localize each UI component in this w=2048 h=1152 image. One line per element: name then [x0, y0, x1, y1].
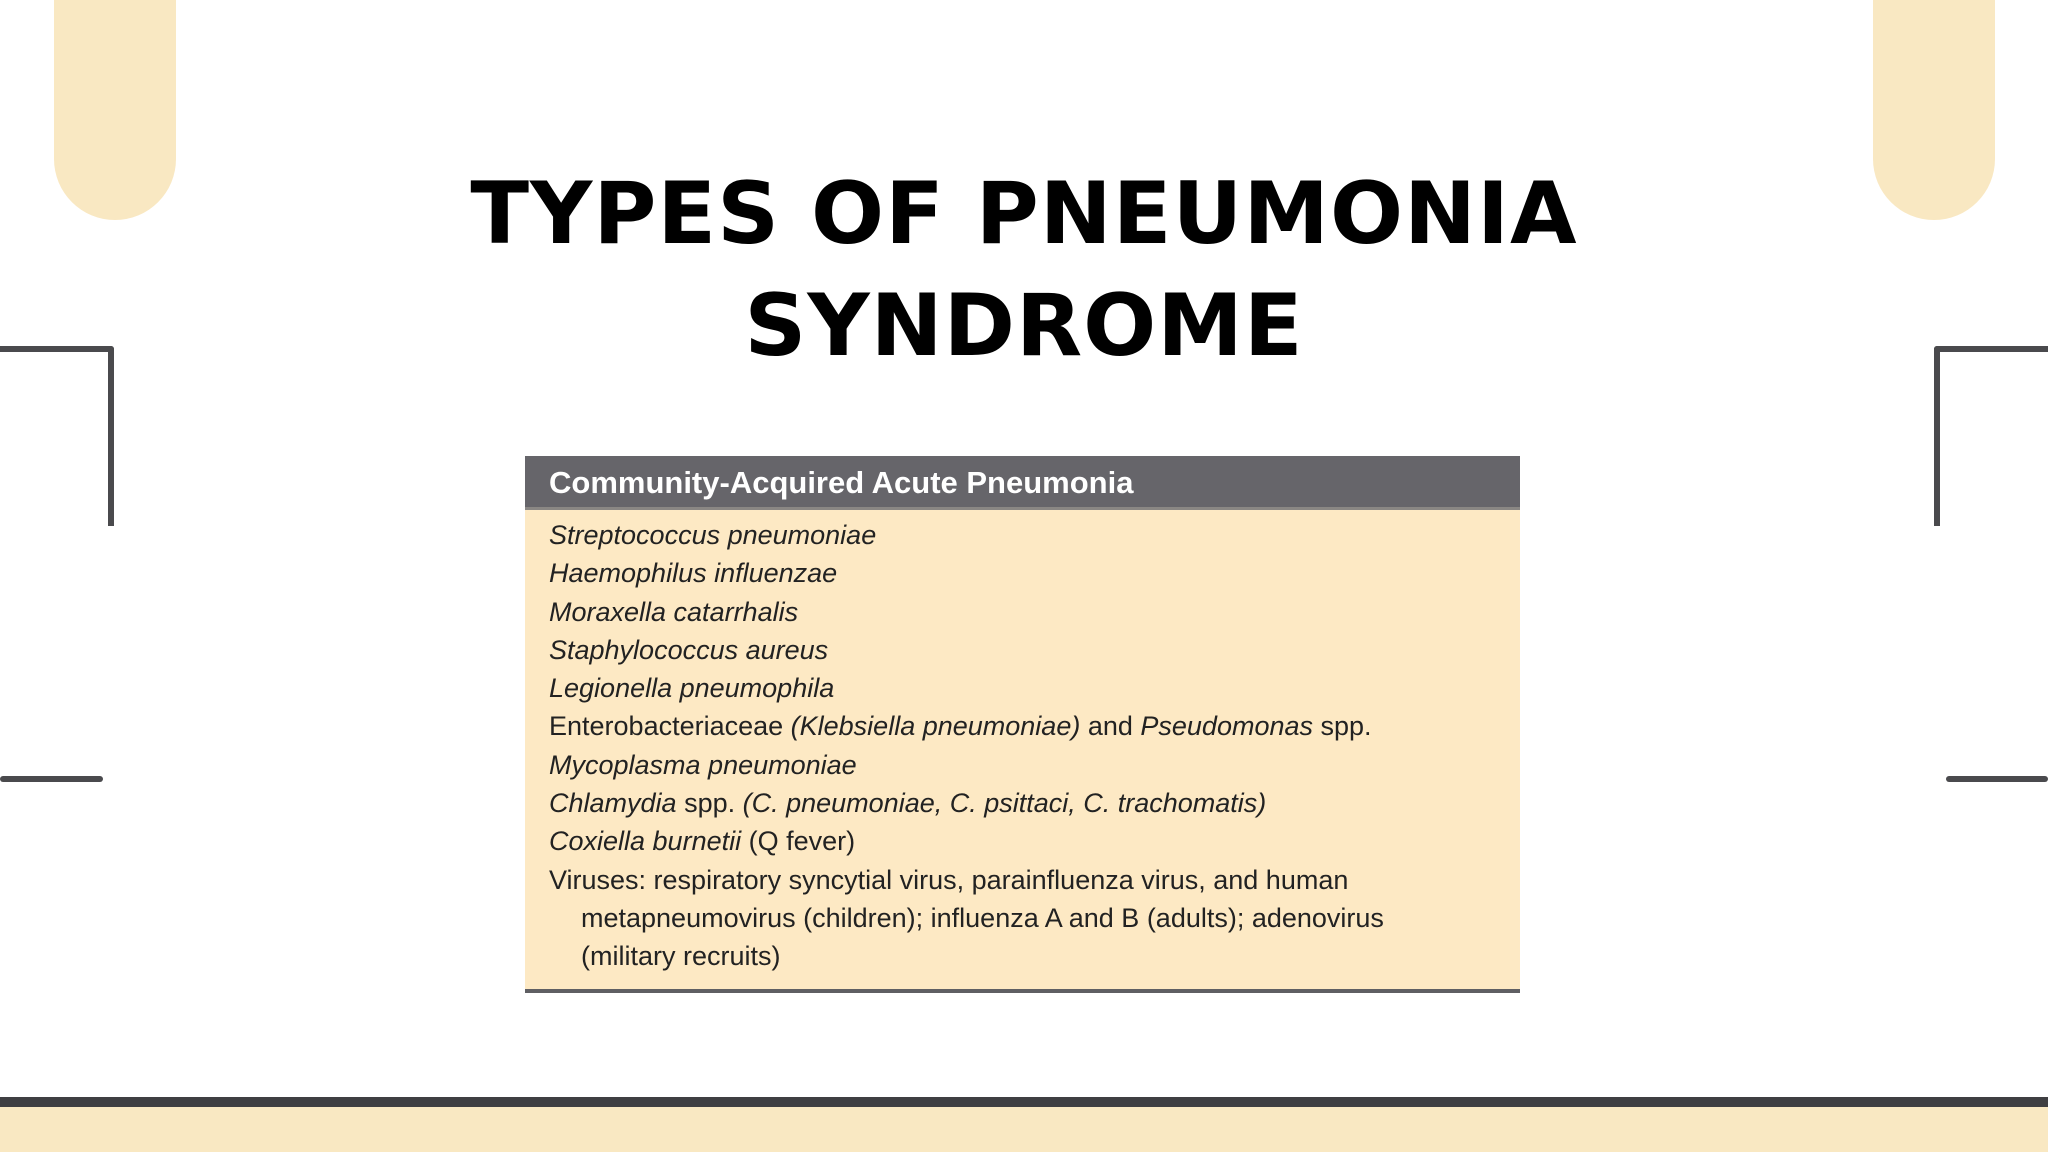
- row-text-italic: Coxiella burnetii: [549, 826, 742, 857]
- table-body: [525, 510, 1520, 976]
- decorative-dash-left: [0, 776, 103, 782]
- row-line-continued: (military recruits): [581, 941, 781, 972]
- table-row: [549, 707, 1520, 745]
- table-row: Mycoplasma pneumoniae: [549, 749, 857, 780]
- table-row: Legionella pneumophila: [549, 673, 835, 704]
- table-row: [549, 784, 1520, 822]
- row-text-italic: Chlamydia: [549, 788, 677, 819]
- table-row: [549, 822, 1520, 860]
- row-text: spp.: [1313, 711, 1372, 742]
- slide-title-line-1: TYPES OF PNEUMONIA: [470, 164, 1578, 264]
- row-text: spp.: [676, 788, 743, 819]
- table-row: Moraxella catarrhalis: [549, 596, 799, 627]
- row-text-italic: Pseudomonas: [1140, 711, 1314, 742]
- pathogen-table: [525, 456, 1520, 993]
- table-row: Staphylococcus aureus: [549, 634, 829, 665]
- row-text: Enterobacteriaceae: [549, 711, 791, 742]
- decorative-dash-right: [1946, 776, 2048, 782]
- row-line: Viruses: respiratory syncytial virus, parainfluenza virus, and human: [549, 864, 1349, 895]
- footer-band: [0, 1107, 2048, 1152]
- row-line-continued: metapneumovirus (children); influenza A and B (adults); adenovirus: [581, 902, 1384, 933]
- row-text-italic: (C. pneumoniae, C. psittaci, C. trachomatis): [742, 788, 1267, 819]
- footer-divider: [0, 1097, 2048, 1107]
- row-text-italic: (Klebsiella pneumoniae): [790, 711, 1081, 742]
- row-text: (Q fever): [741, 826, 856, 857]
- slide-title: [0, 158, 2048, 382]
- table-row: [549, 861, 1520, 976]
- slide-title-line-2: SYNDROME: [744, 276, 1304, 376]
- table-header: Community-Acquired Acute Pneumonia: [525, 456, 1520, 510]
- row-text: and: [1080, 711, 1141, 742]
- table-row: Haemophilus influenzae: [549, 558, 838, 589]
- table-row: Streptococcus pneumoniae: [549, 520, 877, 550]
